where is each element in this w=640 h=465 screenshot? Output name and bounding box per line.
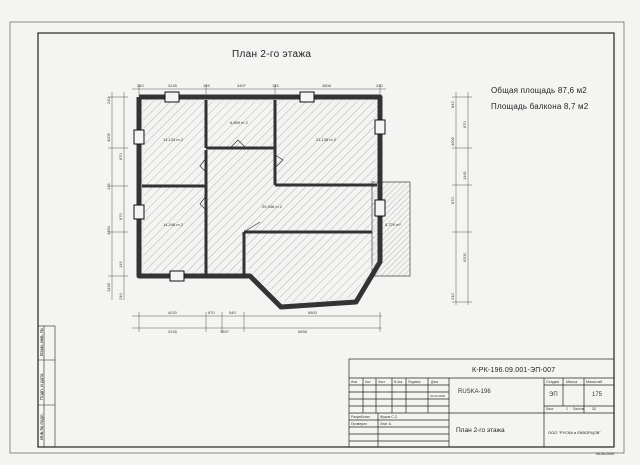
dim-label: 4020 (168, 310, 177, 315)
dim-label: 145 (203, 83, 210, 88)
dim-label: 870 (118, 213, 123, 220)
dim-label: 1458 (106, 283, 111, 292)
dim-label: 3245 (168, 329, 177, 334)
mass-label: Масса (566, 380, 578, 384)
project-name: RUSKA-196 (458, 389, 491, 395)
room-label: 21,138 m 2 (316, 137, 337, 142)
side-stamp-label: Инв.№ подл. (39, 413, 44, 440)
dim-label: 145 (106, 183, 111, 190)
organization: ООО "РУСКА и ЕКВОРЦОВ" (548, 430, 601, 435)
dim-label: 6800 (308, 310, 317, 315)
dim-label: 4808 (322, 83, 331, 88)
dim-label: 240 (118, 293, 123, 300)
dim-label: 870 (450, 197, 455, 204)
side-stamp-label: Подп. и дата (39, 373, 44, 400)
dim-label: 842 (450, 101, 455, 108)
dim-label: 1657 (220, 329, 229, 334)
dim-label: 3245 (168, 83, 177, 88)
dim-label: 4360 (106, 226, 111, 235)
col-sign: Подпись (408, 380, 421, 384)
col-kol: Кол (365, 380, 371, 384)
col-izm: Изм (351, 380, 357, 384)
date-value: 01.03.2009 (430, 394, 446, 398)
role-developer: Разработал (351, 415, 371, 419)
stage-value: ЭП (549, 392, 558, 398)
stage-label: Стадия (546, 380, 559, 384)
col-date: Дата (431, 380, 439, 384)
dim-label: 240 (106, 97, 111, 104)
side-stamp-label: Взам. инв. № (39, 328, 44, 356)
document-code: К-РК-196.09.001-ЭП-007 (472, 367, 556, 374)
dim-label: 145 (118, 261, 123, 268)
dim-label: 6200 (462, 253, 467, 262)
drawing-title: План 2-го этажа (232, 49, 312, 60)
dim-label: 1461 (462, 171, 467, 180)
dim-label: 870 (208, 310, 215, 315)
dim-label: 240 (376, 83, 383, 88)
role-checker: Проверил (351, 422, 368, 426)
sheet-number: 1 (566, 407, 568, 411)
col-doc: N dок (394, 380, 403, 384)
room-label: 6,899 m 2 (230, 120, 248, 125)
name-developer: Жуков С.С. (380, 415, 399, 419)
scale-label: Масштаб (586, 380, 603, 384)
sheet-label: Лист (546, 407, 554, 411)
scale-value: 175 (592, 392, 603, 398)
sheet-title: План 2-го этажа (456, 427, 505, 434)
dim-label: 4005 (450, 137, 455, 146)
room-label: 8,720 m² (385, 222, 401, 227)
room-label: 14,133 m 2 (163, 137, 184, 142)
room-label: 14,248 m 2 (163, 222, 184, 227)
room-label: 29,346 m 2 (262, 204, 283, 209)
footer-date: 06-06-2009 (596, 452, 614, 456)
dim-label: 540 (229, 310, 236, 315)
dim-label: 3497 (237, 83, 246, 88)
balcony-area: Площадь балкона 8,7 м2 (491, 102, 589, 111)
dim-label: 4005 (106, 133, 111, 142)
dim-label: 240 (450, 293, 455, 300)
name-checker: Злат А. (380, 422, 392, 426)
sheets-label: Листов (573, 407, 585, 411)
total-area: Общая площадь 87,6 м2 (491, 86, 587, 95)
col-list: Лист (378, 380, 385, 384)
dim-label: 240 (137, 83, 144, 88)
dim-label: 145 (272, 83, 279, 88)
dim-label: 6658 (298, 329, 307, 334)
dim-label: 870 (462, 121, 467, 128)
sheets-total: 32 (592, 407, 596, 411)
dim-label: 870 (118, 153, 123, 160)
